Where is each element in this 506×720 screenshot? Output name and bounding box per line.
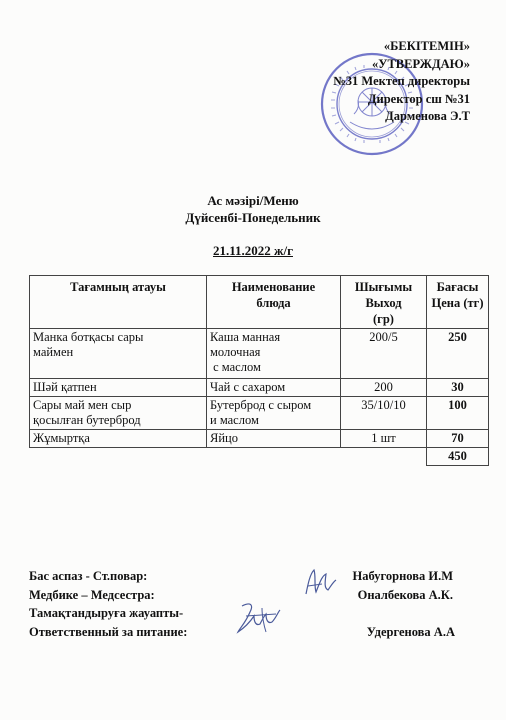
signature-name: Набугорнова И.М bbox=[352, 569, 453, 583]
cell-text: и маслом bbox=[210, 413, 259, 427]
cell-dish-kz bbox=[30, 430, 207, 448]
header-text: Выход bbox=[365, 296, 402, 310]
cell-text: Жұмыртқа bbox=[33, 431, 90, 445]
menu-table bbox=[29, 275, 489, 466]
cell-text: молочная bbox=[210, 345, 261, 359]
table-row bbox=[30, 379, 489, 397]
table-row bbox=[30, 329, 489, 379]
empty-cell bbox=[30, 448, 207, 466]
header-text: (гр) bbox=[373, 312, 394, 326]
cell-text: Сары май мен сыр bbox=[33, 398, 132, 412]
approval-line: «УТВЕРЖДАЮ» bbox=[372, 56, 470, 71]
cell-dish-ru bbox=[207, 329, 341, 379]
cell-text: Шәй қатпен bbox=[33, 380, 97, 394]
approval-line: Дарменова Э.Т bbox=[385, 109, 470, 123]
signature-role: Бас аспаз - Ст.повар: bbox=[29, 569, 148, 583]
cell-yield: 200/5 bbox=[341, 329, 427, 379]
cell-price: 250 bbox=[427, 329, 489, 379]
header-yield bbox=[341, 276, 427, 329]
signature-name: Оналбекова А.К. bbox=[357, 587, 453, 602]
signature-role: Ответственный за питание: bbox=[29, 624, 188, 639]
cell-dish-ru bbox=[207, 430, 341, 448]
empty-cell bbox=[207, 448, 341, 466]
cell-dish-kz bbox=[30, 379, 207, 397]
signature-row bbox=[29, 623, 459, 642]
cell-dish-ru bbox=[207, 379, 341, 397]
signature-row bbox=[29, 586, 459, 605]
cell-text: Бутерброд с сыром bbox=[210, 398, 312, 412]
approval-block bbox=[333, 38, 470, 126]
header-dish-kz bbox=[30, 276, 207, 329]
header-price bbox=[427, 276, 489, 329]
signature-role: Тамақтандыруға жауапты- bbox=[29, 606, 184, 620]
table-row bbox=[30, 397, 489, 430]
header-text: Бағасы bbox=[436, 280, 479, 294]
menu-date-text: 21.11.2022 ж/г bbox=[213, 243, 293, 258]
header-text: Наименование bbox=[231, 280, 316, 294]
cell-dish-ru bbox=[207, 397, 341, 430]
approval-line: Директор сш №31 bbox=[367, 91, 470, 106]
signature-row bbox=[29, 567, 459, 586]
table-header-row bbox=[30, 276, 489, 329]
signature-role: Медбике – Медсестра: bbox=[29, 587, 155, 602]
cell-text: қосылған бутерброд bbox=[33, 413, 141, 427]
total-price: 450 bbox=[427, 448, 489, 466]
total-row bbox=[30, 448, 489, 466]
cell-text: Чай с сахаром bbox=[210, 380, 286, 394]
cell-dish-kz bbox=[30, 329, 207, 379]
table-row bbox=[30, 430, 489, 448]
cell-text: маймен bbox=[33, 345, 74, 359]
cell-text: с маслом bbox=[210, 360, 261, 374]
cell-price: 30 bbox=[427, 379, 489, 397]
header-text: Цена (тг) bbox=[431, 296, 484, 310]
header-dish-ru bbox=[207, 276, 341, 329]
signature-name: Удергенова А.А bbox=[366, 624, 455, 639]
cell-text: Яйцо bbox=[210, 431, 238, 445]
signature-row bbox=[29, 604, 459, 623]
header-text: блюда bbox=[256, 296, 291, 310]
menu-day: Дүйсенбі-Понедельник bbox=[185, 210, 321, 225]
empty-cell bbox=[341, 448, 427, 466]
menu-date bbox=[0, 243, 506, 259]
cell-yield: 200 bbox=[341, 379, 427, 397]
approval-line: «БЕКІТЕМІН» bbox=[383, 39, 470, 53]
cell-price: 70 bbox=[427, 430, 489, 448]
cell-price: 100 bbox=[427, 397, 489, 430]
header-text: Шығымы bbox=[354, 280, 413, 294]
cell-yield: 35/10/10 bbox=[341, 397, 427, 430]
menu-title: Ас мәзірі/Меню bbox=[207, 193, 299, 208]
cell-text: Каша манная bbox=[210, 330, 281, 344]
cell-dish-kz bbox=[30, 397, 207, 430]
signature-block bbox=[29, 567, 459, 641]
header-text: Тағамның атауы bbox=[70, 280, 166, 294]
approval-line: №31 Мектеп директоры bbox=[333, 74, 470, 88]
cell-text: Манка ботқасы сары bbox=[33, 330, 144, 344]
cell-yield: 1 шт bbox=[341, 430, 427, 448]
